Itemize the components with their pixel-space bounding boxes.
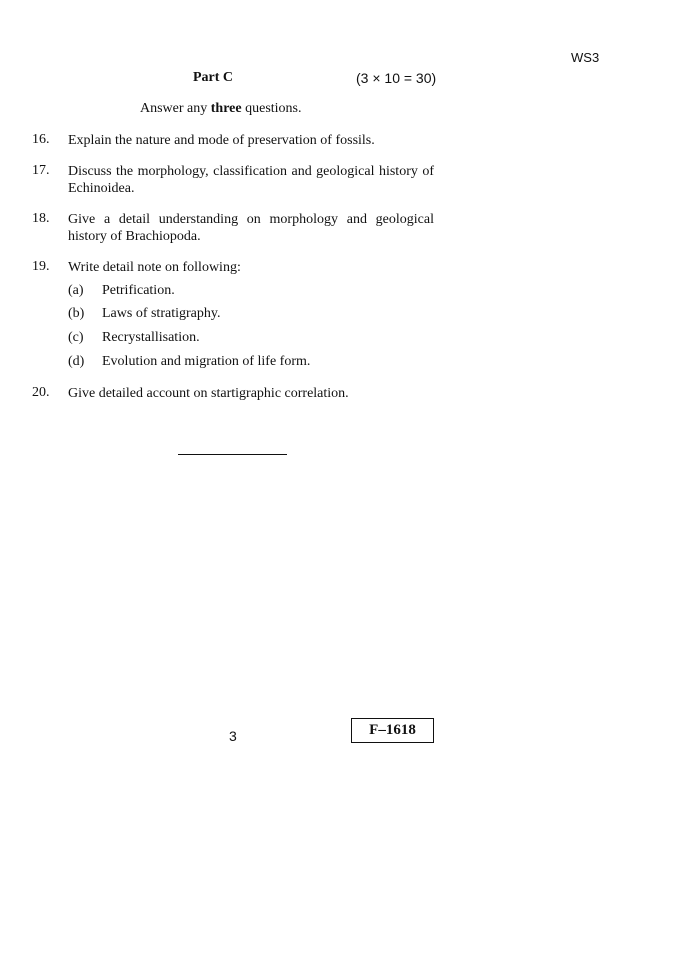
question-number: 20. (32, 385, 50, 400)
question-text: Give detailed account on startigraphic correlation. (68, 386, 349, 401)
question-text: Give a detail understanding on morphology and geological history of Brachiopoda. (68, 212, 434, 244)
page-number: 3 (229, 728, 237, 744)
instruction-prefix: Answer any (140, 101, 211, 116)
section-title: Part C (193, 70, 234, 85)
instruction (140, 101, 302, 117)
subpart-label: (a) (68, 283, 84, 298)
question-number: 16. (32, 132, 50, 147)
question-18 (32, 211, 434, 245)
subpart-text: Petrification. (102, 283, 175, 298)
question-17 (32, 163, 434, 197)
question-text: Explain the nature and mode of preservation of fossils. (68, 133, 375, 148)
instruction-suffix: questions. (241, 101, 302, 116)
marks-allocation: (3 × 10 = 30) (356, 70, 437, 86)
subpart-label: (b) (68, 306, 85, 321)
question-19 (32, 259, 434, 276)
instruction-bold: three (210, 101, 242, 116)
paper-code-top: WS3 (571, 50, 600, 65)
end-rule (178, 454, 287, 455)
subpart-label: (d) (68, 354, 85, 369)
question-text: Write detail note on following: (68, 260, 241, 275)
subpart-text: Recrystallisation. (102, 330, 200, 345)
paper-code-box: F–1618 (351, 718, 434, 743)
question-number: 17. (32, 163, 50, 178)
subpart-label: (c) (68, 330, 84, 345)
question-number: 19. (32, 259, 50, 274)
question-number: 18. (32, 211, 50, 226)
question-text: Discuss the morphology, classification and geological history of Echinoidea. (68, 164, 434, 196)
subpart-text: Evolution and migration of life form. (102, 354, 311, 369)
question-20 (32, 385, 434, 402)
question-16 (32, 132, 434, 149)
subpart-text: Laws of stratigraphy. (102, 306, 221, 321)
